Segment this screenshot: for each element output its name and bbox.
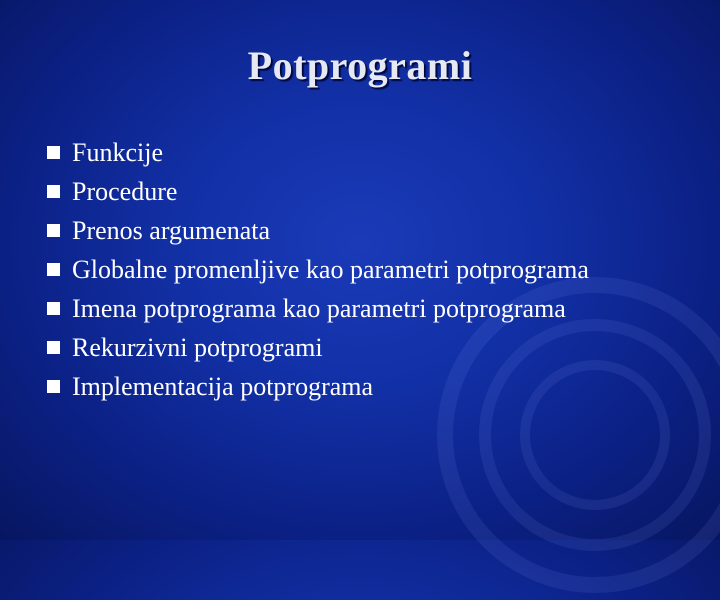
- square-bullet-icon: [47, 263, 60, 276]
- bullet-text: Imena potprograma kao parametri potprograma: [72, 294, 566, 323]
- bullet-item-imena-potprograma: [46, 289, 706, 328]
- bullet-item-globalne-promenljive: [46, 250, 706, 289]
- square-bullet-icon: [47, 224, 60, 237]
- bullet-text: Funkcije: [72, 138, 163, 167]
- square-bullet-icon: [47, 302, 60, 315]
- square-bullet-icon: [47, 185, 60, 198]
- bullet-text: Globalne promenljive kao parametri potprograma: [72, 255, 589, 284]
- bullet-list: [46, 133, 706, 406]
- square-bullet-icon: [47, 380, 60, 393]
- bullet-text: Prenos argumenata: [72, 216, 271, 245]
- bullet-item-rekurzivni-potprogrami: [46, 328, 706, 367]
- bullet-text: Implementacija potprograma: [72, 372, 374, 401]
- square-bullet-icon: [47, 341, 60, 354]
- bullet-item-procedure: [46, 172, 706, 211]
- square-bullet-icon: [47, 146, 60, 159]
- bullet-item-implementacija: [46, 367, 706, 406]
- bullet-item-funkcije: [46, 133, 706, 172]
- bullet-text: Procedure: [72, 177, 178, 206]
- slide-title: Potprogrami: [247, 43, 473, 88]
- bullet-item-prenos-argumenata: [46, 211, 706, 250]
- bullet-text: Rekurzivni potprogrami: [72, 333, 323, 362]
